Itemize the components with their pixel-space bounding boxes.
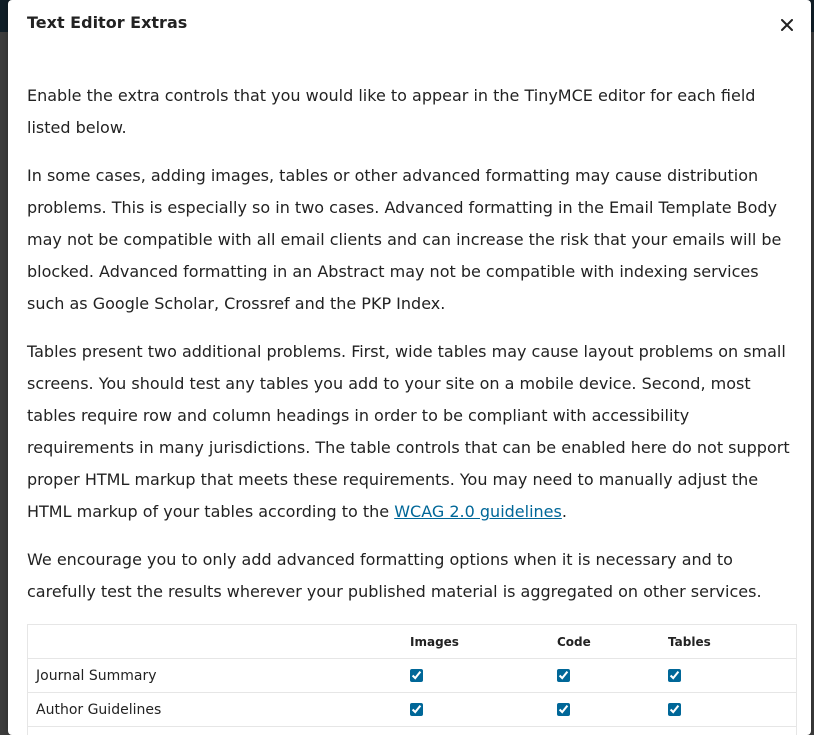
code-cell	[557, 727, 668, 735]
author-guidelines-code-checkbox[interactable]	[557, 703, 570, 716]
table-header-row	[28, 625, 796, 659]
table-row	[28, 693, 796, 727]
tables-cell	[668, 727, 796, 735]
extras-table	[28, 625, 796, 735]
text-editor-extras-modal	[8, 0, 811, 735]
distribution-warning-paragraph: In some cases, adding images, tables or other advanced formatting may cause distribution problems. This is especially so in two cases. Advanced formatting in the Email Template Body may not be compatible with all email clients and can increase the risk that your emails will be blocked. Advanced formatting in an Abstract may not be compatible with indexing services such as Google Scholar, Crossref and the PKP Index.	[27, 166, 782, 313]
code-cell	[557, 693, 668, 727]
images-cell	[410, 727, 557, 735]
tables-warning-paragraph	[27, 336, 797, 528]
tables-cell	[668, 693, 796, 727]
row-label: Journal Summary	[28, 659, 410, 693]
tables-warning-text: Tables present two additional problems. First, wide tables may cause layout problems on small screens. You should test any tables you add to your site on a mobile device. Second, most tables require row and column headings in order to be compliant with accessibility requirements in many jurisdictions. The table controls that can be enabled here do not support proper HTML markup that meets these requirements. You may need to manually adjust the HTML markup of your tables according to the	[27, 342, 790, 521]
extras-table-wrapper	[27, 624, 797, 735]
images-cell	[410, 659, 557, 693]
header-tables: Tables	[668, 625, 796, 659]
journal-summary-tables-checkbox[interactable]	[668, 669, 681, 682]
images-cell	[410, 693, 557, 727]
row-label	[28, 727, 410, 735]
journal-summary-code-checkbox[interactable]	[557, 669, 570, 682]
close-icon	[781, 19, 793, 31]
journal-summary-images-checkbox[interactable]	[410, 669, 423, 682]
author-guidelines-images-checkbox[interactable]	[410, 703, 423, 716]
header-code: Code	[557, 625, 668, 659]
encouragement-paragraph: We encourage you to only add advanced formatting options when it is necessary and to carefully test the results wherever your published material is aggregated on other services.	[27, 550, 762, 601]
author-guidelines-tables-checkbox[interactable]	[668, 703, 681, 716]
row-label: Author Guidelines	[28, 693, 410, 727]
modal-title: Text Editor Extras	[27, 13, 188, 32]
table-row	[28, 659, 796, 693]
code-cell	[557, 659, 668, 693]
table-row	[28, 727, 796, 735]
header-images: Images	[410, 625, 557, 659]
intro-paragraph: Enable the extra controls that you would like to appear in the TinyMCE editor for each field listed below.	[27, 86, 756, 137]
modal-content	[27, 80, 797, 624]
header-field	[28, 625, 410, 659]
tables-warning-end: .	[561, 502, 567, 521]
close-button[interactable]	[774, 12, 800, 38]
wcag-guidelines-link[interactable]: WCAG 2.0 guidelines	[394, 502, 562, 521]
tables-cell	[668, 659, 796, 693]
